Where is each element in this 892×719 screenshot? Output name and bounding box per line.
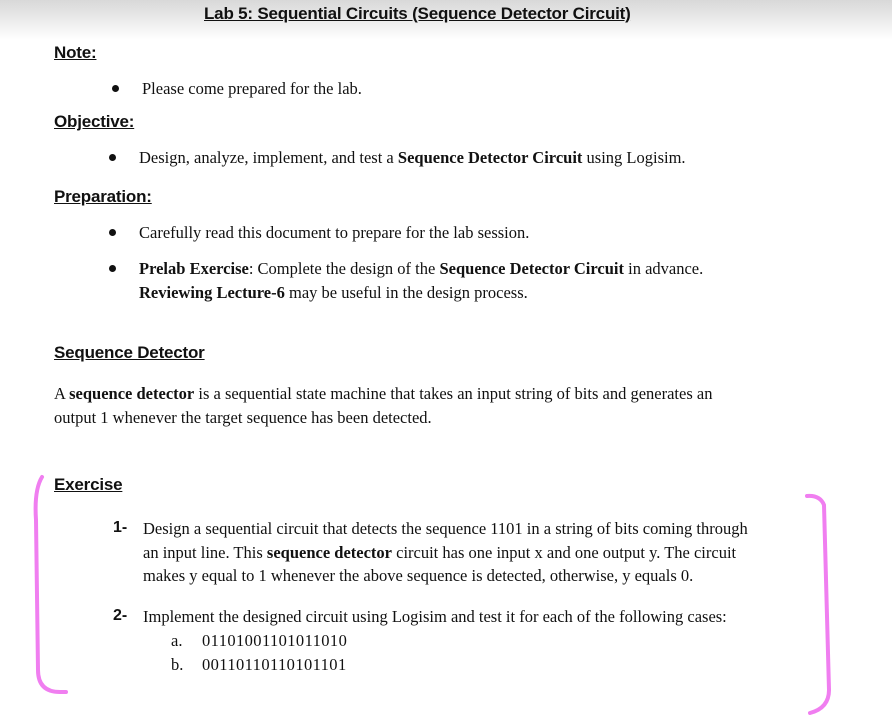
text: A [54, 384, 70, 403]
text: circuit has one input x and one output y. The circuit [392, 542, 737, 562]
note-item: Please come prepared for the lab. [142, 77, 362, 101]
case-b-value: 00110110110101101 [202, 655, 347, 674]
bold-text: Sequence Detector Circuit [439, 259, 624, 278]
text: may be useful in the design process. [284, 282, 528, 302]
text: : Complete the design of the [248, 259, 440, 278]
question-1-number: 1- [113, 519, 128, 536]
text: an input line. This [143, 542, 267, 562]
text: using Logisim. [582, 148, 686, 167]
page-title: Lab 5: Sequential Circuits (Sequence Detector Circuit) [204, 4, 631, 23]
right-bracket [807, 496, 829, 713]
text: in advance. [623, 259, 704, 278]
preparation-item-1: Carefully read this document to prepare for the lab session. [139, 221, 529, 245]
text: output 1 whenever the target sequence has been detected. [54, 407, 432, 427]
case-b-label: b. [171, 655, 184, 674]
preparation-heading: Preparation: [54, 187, 152, 206]
left-bracket [36, 477, 66, 692]
bold-text: sequence detector [266, 542, 392, 562]
bold-text: sequence detector [69, 384, 195, 403]
text: makes y equal to 1 whenever the above sequence is detected, otherwise, y equals 0. [143, 566, 694, 585]
text: Design, analyze, implement, and test a [139, 148, 398, 167]
objective-heading: Objective: [54, 112, 135, 131]
text: Design a sequential circuit that detects the sequence 1101 in a string of bits coming through [143, 519, 748, 538]
sequence-detector-heading: Sequence Detector [54, 343, 205, 362]
case-a-label: a. [171, 631, 183, 650]
exercise-heading: Exercise [54, 475, 123, 494]
bold-text: Prelab Exercise [139, 259, 249, 278]
note-heading: Note: [54, 43, 97, 62]
question-2-text: Implement the designed circuit using Logisim and test it for each of the following cases: [143, 607, 727, 626]
case-a-value: 01101001101011010 [202, 631, 348, 650]
text: is a sequential state machine that takes an input string of bits and generates an [194, 384, 713, 403]
bold-text: Sequence Detector Circuit [397, 148, 583, 167]
question-2-number: 2- [113, 607, 128, 624]
bold-text: Reviewing Lecture-6 [139, 282, 285, 302]
